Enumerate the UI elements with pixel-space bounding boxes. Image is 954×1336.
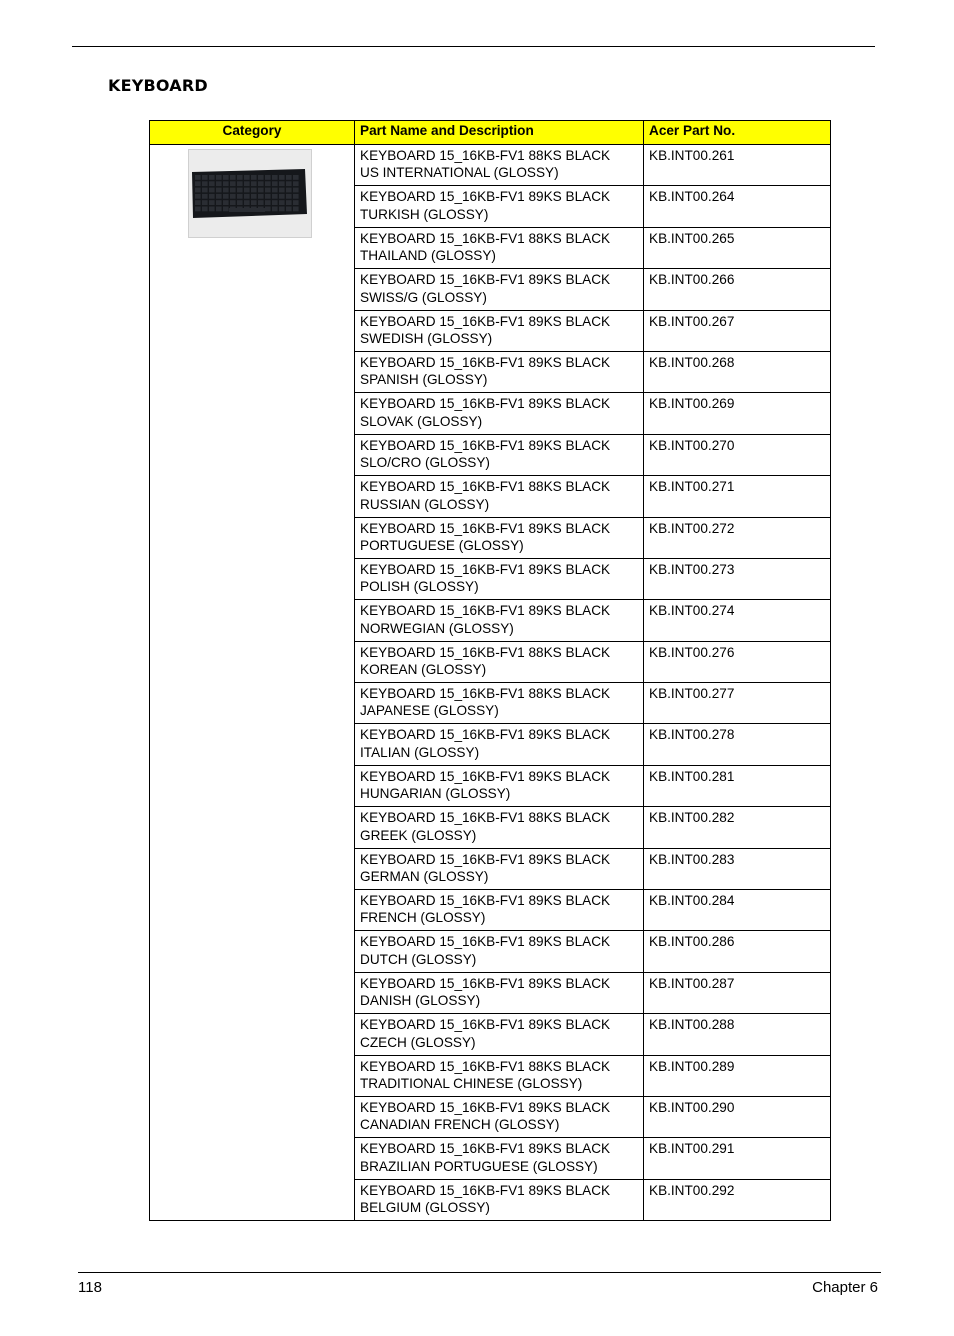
part-number-cell: KB.INT00.276	[644, 641, 831, 682]
part-description-line: US INTERNATIONAL (GLOSSY)	[360, 165, 559, 181]
part-number-cell: KB.INT00.267	[644, 310, 831, 351]
part-description-cell	[355, 310, 644, 351]
part-description-cell	[355, 972, 644, 1013]
part-description-cell	[355, 1014, 644, 1055]
part-number-cell: KB.INT00.291	[644, 1138, 831, 1179]
part-number-cell: KB.INT00.272	[644, 517, 831, 558]
part-number-cell: KB.INT00.261	[644, 145, 831, 186]
part-description-line: KEYBOARD 15_16KB-FV1 89KS BLACK	[360, 1017, 611, 1033]
part-description-line: TRADITIONAL CHINESE (GLOSSY)	[360, 1076, 583, 1091]
column-header-category: Category	[150, 121, 355, 145]
part-description-line: KEYBOARD 15_16KB-FV1 89KS BLACK	[360, 727, 611, 743]
part-number-cell: KB.INT00.271	[644, 476, 831, 517]
part-number-cell: KB.INT00.273	[644, 558, 831, 599]
part-description-line: DANISH (GLOSSY)	[360, 993, 481, 1009]
part-number-cell: KB.INT00.287	[644, 972, 831, 1013]
part-description-cell	[355, 1179, 644, 1220]
table-body	[150, 145, 831, 1221]
header-rule	[72, 46, 875, 47]
part-description-line: SWEDISH (GLOSSY)	[360, 330, 493, 346]
part-number-cell: KB.INT00.268	[644, 351, 831, 392]
part-description-cell	[355, 269, 644, 310]
part-description-cell	[355, 1055, 644, 1096]
part-description-cell	[355, 807, 644, 848]
part-description-line: KEYBOARD 15_16KB-FV1 88KS BLACK	[360, 1058, 611, 1074]
part-number-cell: KB.INT00.265	[644, 227, 831, 268]
part-description-line: KEYBOARD 15_16KB-FV1 89KS BLACK	[360, 561, 611, 577]
part-description-cell	[355, 517, 644, 558]
part-description-cell	[355, 683, 644, 724]
part-description-line: KEYBOARD 15_16KB-FV1 89KS BLACK	[360, 1182, 611, 1198]
part-description-line: KEYBOARD 15_16KB-FV1 88KS BLACK	[360, 644, 611, 660]
part-description-cell	[355, 393, 644, 434]
part-description-line: BRAZILIAN PORTUGUESE (GLOSSY)	[360, 1158, 598, 1174]
part-description-line: SWISS/G (GLOSSY)	[360, 289, 487, 305]
part-description-line: JAPANESE (GLOSSY)	[360, 703, 499, 719]
part-number-cell: KB.INT00.289	[644, 1055, 831, 1096]
part-number-cell: KB.INT00.270	[644, 434, 831, 475]
part-description-line: KEYBOARD 15_16KB-FV1 89KS BLACK	[360, 1099, 611, 1115]
part-description-line: POLISH (GLOSSY)	[360, 579, 479, 595]
part-number-cell: KB.INT00.288	[644, 1014, 831, 1055]
chapter-label: Chapter 6	[812, 1279, 878, 1296]
part-description-line: KEYBOARD 15_16KB-FV1 89KS BLACK	[360, 1141, 611, 1157]
part-description-line: FRENCH (GLOSSY)	[360, 910, 486, 926]
part-description-line: KEYBOARD 15_16KB-FV1 89KS BLACK	[360, 313, 611, 329]
part-number-cell: KB.INT00.266	[644, 269, 831, 310]
part-number-cell: KB.INT00.264	[644, 186, 831, 227]
part-description-line: THAILAND (GLOSSY)	[360, 248, 496, 264]
part-description-line: GERMAN (GLOSSY)	[360, 869, 489, 885]
part-description-cell	[355, 1096, 644, 1137]
part-description-line: KEYBOARD 15_16KB-FV1 88KS BLACK	[360, 230, 611, 246]
part-description-line: KEYBOARD 15_16KB-FV1 88KS BLACK	[360, 148, 611, 163]
part-description-line: HUNGARIAN (GLOSSY)	[360, 786, 511, 802]
part-description-cell	[355, 434, 644, 475]
part-description-line: SLO/CRO (GLOSSY)	[360, 455, 490, 471]
part-description-cell	[355, 186, 644, 227]
part-description-line: KEYBOARD 15_16KB-FV1 88KS BLACK	[360, 686, 611, 702]
part-description-line: SLOVAK (GLOSSY)	[360, 413, 483, 429]
part-description-cell	[355, 227, 644, 268]
part-description-line: KEYBOARD 15_16KB-FV1 89KS BLACK	[360, 354, 611, 370]
table-header-row	[150, 121, 831, 145]
part-description-line: KEYBOARD 15_16KB-FV1 89KS BLACK	[360, 189, 611, 205]
page-number: 118	[78, 1279, 102, 1296]
part-description-line: KEYBOARD 15_16KB-FV1 88KS BLACK	[360, 810, 611, 826]
part-description-line: KEYBOARD 15_16KB-FV1 89KS BLACK	[360, 520, 611, 536]
footer-rule	[78, 1272, 881, 1273]
part-description-line: PORTUGUESE (GLOSSY)	[360, 537, 524, 553]
part-description-line: KEYBOARD 15_16KB-FV1 89KS BLACK	[360, 768, 611, 784]
part-description-line: TURKISH (GLOSSY)	[360, 206, 489, 222]
part-number-cell: KB.INT00.282	[644, 807, 831, 848]
part-description-line: BELGIUM (GLOSSY)	[360, 1200, 490, 1216]
part-description-cell	[355, 351, 644, 392]
column-header-part-number: Acer Part No.	[644, 121, 831, 145]
part-description-cell	[355, 848, 644, 889]
part-number-cell: KB.INT00.269	[644, 393, 831, 434]
part-description-line: KEYBOARD 15_16KB-FV1 89KS BLACK	[360, 396, 611, 412]
section-title: KEYBOARD	[108, 76, 208, 95]
part-number-cell: KB.INT00.292	[644, 1179, 831, 1220]
part-description-line: CZECH (GLOSSY)	[360, 1034, 476, 1050]
table-row	[150, 145, 831, 186]
part-description-cell	[355, 1138, 644, 1179]
part-number-cell: KB.INT00.286	[644, 931, 831, 972]
part-description-line: KEYBOARD 15_16KB-FV1 89KS BLACK	[360, 975, 611, 991]
category-cell	[150, 145, 355, 1221]
part-description-line: RUSSIAN (GLOSSY)	[360, 496, 490, 512]
part-description-line: KEYBOARD 15_16KB-FV1 89KS BLACK	[360, 934, 611, 950]
part-number-cell: KB.INT00.281	[644, 765, 831, 806]
part-description-cell	[355, 890, 644, 931]
part-description-line: KEYBOARD 15_16KB-FV1 89KS BLACK	[360, 437, 611, 453]
part-description-line: KEYBOARD 15_16KB-FV1 88KS BLACK	[360, 479, 611, 495]
part-description-line: KOREAN (GLOSSY)	[360, 662, 487, 678]
part-number-cell: KB.INT00.277	[644, 683, 831, 724]
part-description-line: KEYBOARD 15_16KB-FV1 89KS BLACK	[360, 272, 611, 288]
part-description-line: KEYBOARD 15_16KB-FV1 89KS BLACK	[360, 603, 611, 619]
part-number-cell: KB.INT00.290	[644, 1096, 831, 1137]
part-description-cell	[355, 641, 644, 682]
part-description-line: KEYBOARD 15_16KB-FV1 89KS BLACK	[360, 893, 611, 909]
part-description-line: ITALIAN (GLOSSY)	[360, 744, 480, 760]
part-number-cell: KB.INT00.283	[644, 848, 831, 889]
part-description-cell	[355, 476, 644, 517]
part-description-line: NORWEGIAN (GLOSSY)	[360, 620, 514, 636]
column-header-part-name: Part Name and Description	[355, 121, 644, 145]
part-description-cell	[355, 600, 644, 641]
part-description-cell	[355, 558, 644, 599]
parts-table	[149, 120, 831, 1221]
part-description-line: KEYBOARD 15_16KB-FV1 89KS BLACK	[360, 851, 611, 867]
part-description-cell	[355, 931, 644, 972]
part-description-cell	[355, 765, 644, 806]
keyboard-photo-icon	[188, 149, 312, 238]
part-number-cell: KB.INT00.278	[644, 724, 831, 765]
part-description-line: DUTCH (GLOSSY)	[360, 951, 477, 967]
part-description-line: GREEK (GLOSSY)	[360, 827, 477, 843]
part-number-cell: KB.INT00.274	[644, 600, 831, 641]
part-description-line: CANADIAN FRENCH (GLOSSY)	[360, 1117, 560, 1133]
part-description-cell	[355, 724, 644, 765]
part-number-cell: KB.INT00.284	[644, 890, 831, 931]
part-description-line: SPANISH (GLOSSY)	[360, 372, 488, 388]
part-description-cell	[355, 145, 644, 186]
